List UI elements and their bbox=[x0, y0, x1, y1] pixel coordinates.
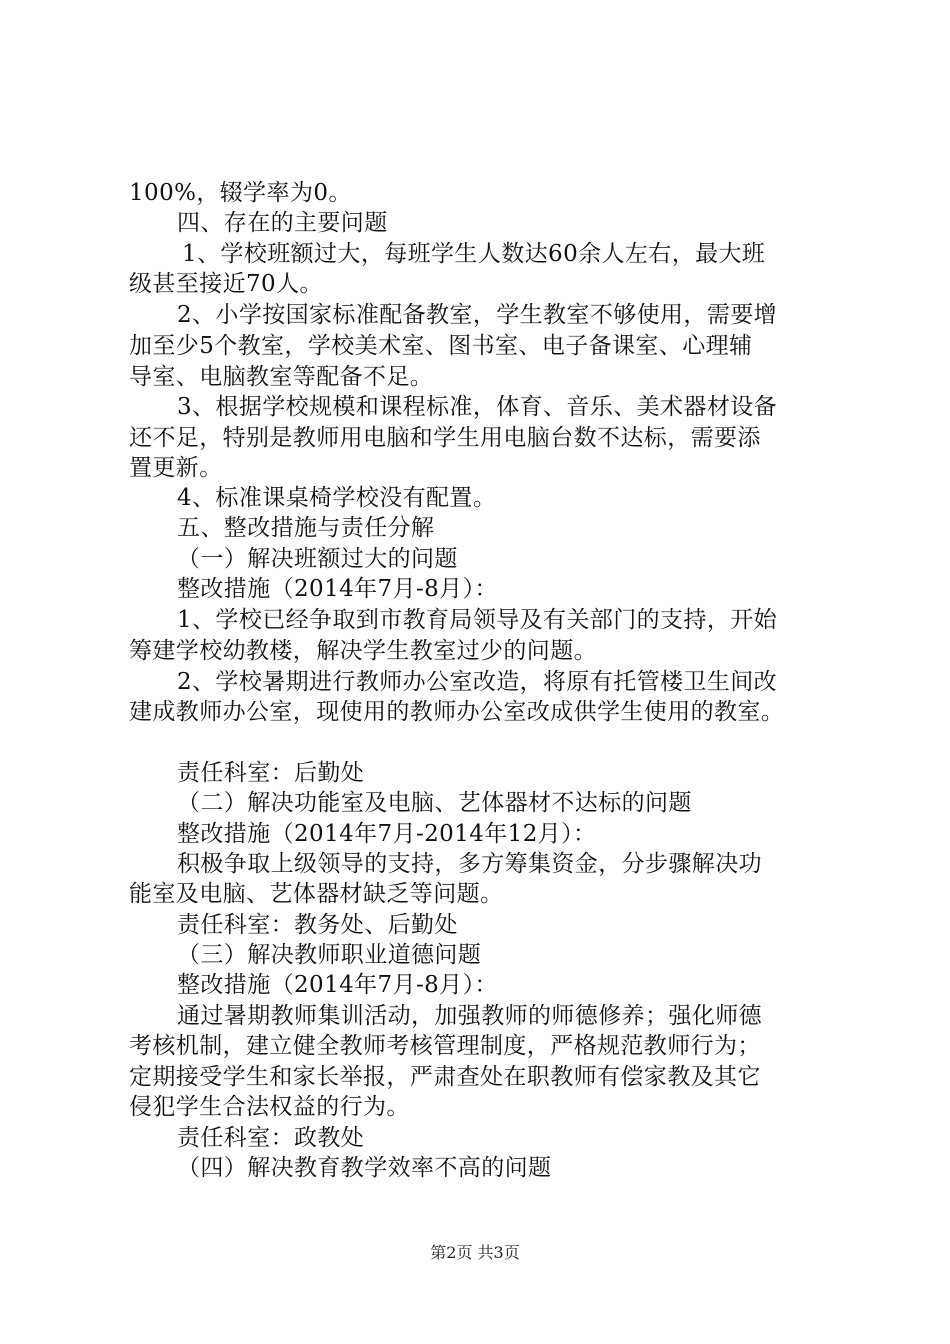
text-line: 4、标准课桌椅学校没有配置。 bbox=[177, 485, 497, 511]
section-heading: 五、整改措施与责任分解 bbox=[177, 515, 435, 541]
text-line: 建成教师办公室，现使用的教师办公室改成供学生使用的教室。 bbox=[129, 699, 785, 725]
text-line: 2、学校暑期进行教师办公室改造，将原有托管楼卫生间改 bbox=[177, 669, 778, 695]
text-line: 能室及电脑、艺体器材缺乏等问题。 bbox=[129, 881, 504, 907]
text-line: 责任科室：教务处、后勤处 bbox=[177, 912, 458, 938]
text-line: 整改措施（2014年7月-2014年12月）： bbox=[177, 821, 597, 847]
text-line: 还不足，特别是教师用电脑和学生用电脑台数不达标，需要添 bbox=[129, 425, 761, 451]
text-line: 责任科室：后勤处 bbox=[177, 760, 365, 786]
text-line: 筹建学校幼教楼，解决学生教室过少的问题。 bbox=[129, 638, 597, 664]
text-line: 定期接受学生和家长举报，严肃查处在职教师有偿家教及其它 bbox=[129, 1064, 761, 1090]
text-line: 考核机制，建立健全教师考核管理制度，严格规范教师行为； bbox=[129, 1033, 761, 1059]
text-line: 级甚至接近70人。 bbox=[129, 271, 323, 297]
page-footer: 第2页 共3页 bbox=[430, 1243, 520, 1262]
subsection-heading: （三）解决教师职业道德问题 bbox=[177, 942, 482, 968]
subsection-heading: （一）解决班额过大的问题 bbox=[177, 546, 458, 572]
text-line: 置更新。 bbox=[129, 455, 223, 481]
text-line: 整改措施（2014年7月-8月）： bbox=[177, 972, 498, 998]
text-line: 1、学校班额过大，每班学生人数达60余人左右，最大班 bbox=[182, 241, 766, 267]
text-line: 100%，辍学率为0。 bbox=[129, 180, 352, 206]
text-line: 加至少5个教室，学校美术室、图书室、电子备课室、心理辅 bbox=[129, 333, 753, 359]
subsection-heading: （二）解决功能室及电脑、艺体器材不达标的问题 bbox=[177, 790, 692, 816]
text-line: 责任科室：政教处 bbox=[177, 1125, 365, 1151]
text-line: 侵犯学生合法权益的行为。 bbox=[129, 1094, 410, 1120]
text-line: 整改措施（2014年7月-8月）： bbox=[177, 576, 498, 602]
text-line: 通过暑期教师集训活动，加强教师的师德修养；强化师德 bbox=[177, 1003, 762, 1029]
subsection-heading: （四）解决教育教学效率不高的问题 bbox=[177, 1155, 552, 1181]
text-line: 2、小学按国家标准配备教室，学生教室不够使用，需要增 bbox=[177, 302, 778, 328]
text-line: 导室、电脑教室等配备不足。 bbox=[129, 364, 434, 390]
text-line: 1、学校已经争取到市教育局领导及有关部门的支持，开始 bbox=[177, 607, 778, 633]
section-heading: 四、存在的主要问题 bbox=[177, 210, 388, 236]
text-line: 3、根据学校规模和课程标准，体育、音乐、美术器材设备 bbox=[177, 394, 778, 420]
text-line: 积极争取上级领导的支持，多方筹集资金，分步骤解决功 bbox=[177, 851, 762, 877]
